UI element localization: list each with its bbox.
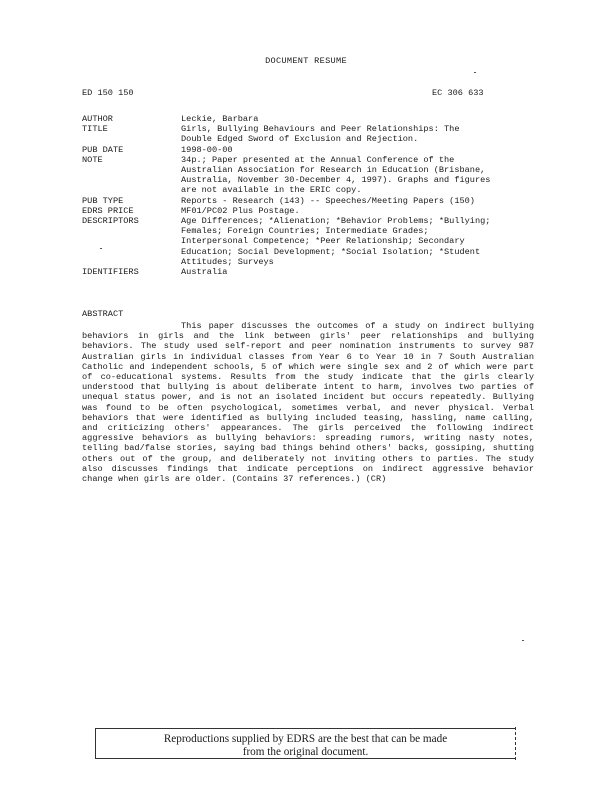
field-label: DESCRIPTORS	[82, 216, 139, 227]
reproduction-notice-line-1: Reproductions supplied by EDRS are the best that can be made	[163, 733, 448, 745]
metadata-row-pub-date	[82, 145, 534, 155]
metadata-row-descriptors	[82, 216, 534, 267]
field-value: 34p.; Paper presented at the Annual Conference of the Australian Association for Research in Education (Brisbane, Australia, November 30-December 4, 1997). Graphs and figures are not available in the ERIC copy.	[181, 154, 491, 196]
field-label: IDENTIFIERS	[82, 267, 139, 278]
field-value: Australia	[181, 267, 228, 278]
metadata-row-identifiers	[82, 267, 534, 277]
ed-number: ED 150 150	[82, 88, 134, 98]
field-value: Leckie, Barbara	[181, 114, 259, 124]
field-value: Girls, Bullying Behaviours and Peer Relationships: The Double Edged Sword of Exclusion and Rejection.	[181, 124, 460, 145]
field-label: NOTE	[82, 154, 103, 165]
field-label: PUB DATE	[82, 144, 124, 155]
document-title: DOCUMENT RESUME	[265, 56, 347, 66]
field-label: PUB TYPE	[82, 195, 124, 206]
metadata-row-title	[82, 124, 534, 144]
field-value: MF01/PC02 Plus Postage.	[181, 205, 300, 216]
field-value: Age Differences; *Alienation; *Behavior Problems; *Bullying; Females; Foreign Countries; Intermediate Grades; Interpersonal Competence; *Peer Relationship; Secondary Education; Social Development; *Social Isolation; *Student Attitudes; Surveys	[181, 216, 491, 267]
box-right-edge	[515, 727, 516, 760]
field-value: 1998-00-00	[181, 144, 233, 155]
abstract-body	[82, 321, 534, 484]
scan-speck	[474, 72, 476, 73]
abstract-text: This paper discusses the outcomes of a study on indirect bullying behaviors in girls and the link between girls' peer relationships and bullying behaviors. The study used self-report and peer nomination instruments to survey 987 Australian girls in individual classes from Year 6 to Year 10 in 7 South Australian Catholic and independent schools, 5 of which were single sex and 2 of which were part of co-educational systems. Results from the study indicate that the girls clearly understood that bullying is about deliberate intent to harm, involves two parties of unequal status power, and is not an isolated incident but occurs repeatedly. Bullying was found to be often psychological, sometimes verbal, and never physical. Verbal behaviors that were identified as bullying included teasing, hassling, name calling, and criticizing others' appearances. The girls perceived the following indirect aggressive behaviors as bullying behaviors: spreading rumors, writing nasty notes, telling bad/false stories, saying bad things behind others' backs, gossiping, shutting others out of the group, and deliberately not inviting others to parties. The study also discusses findings that indicate perceptions on indirect aggressive behavior change when girls are older. (Contains 37 references.) (CR)	[82, 321, 534, 485]
reproduction-notice-box	[95, 728, 515, 759]
metadata-row-note	[82, 155, 534, 196]
metadata-row-author	[82, 114, 534, 124]
reproduction-notice	[96, 733, 515, 758]
metadata-row-edrs-price	[82, 206, 534, 216]
field-label: EDRS PRICE	[82, 205, 134, 216]
reproduction-notice-line-2: from the original document.	[242, 745, 369, 758]
metadata-table	[82, 114, 534, 277]
field-value: Reports - Research (143) -- Speeches/Meeting Papers (150)	[181, 195, 475, 206]
scan-speck	[100, 248, 102, 249]
scan-speck	[522, 640, 524, 641]
field-label: TITLE	[82, 124, 108, 135]
clearinghouse-number: EC 306 633	[432, 88, 484, 98]
field-label: AUTHOR	[82, 114, 113, 124]
metadata-row-pub-type	[82, 196, 534, 206]
abstract-heading: ABSTRACT	[82, 309, 124, 319]
